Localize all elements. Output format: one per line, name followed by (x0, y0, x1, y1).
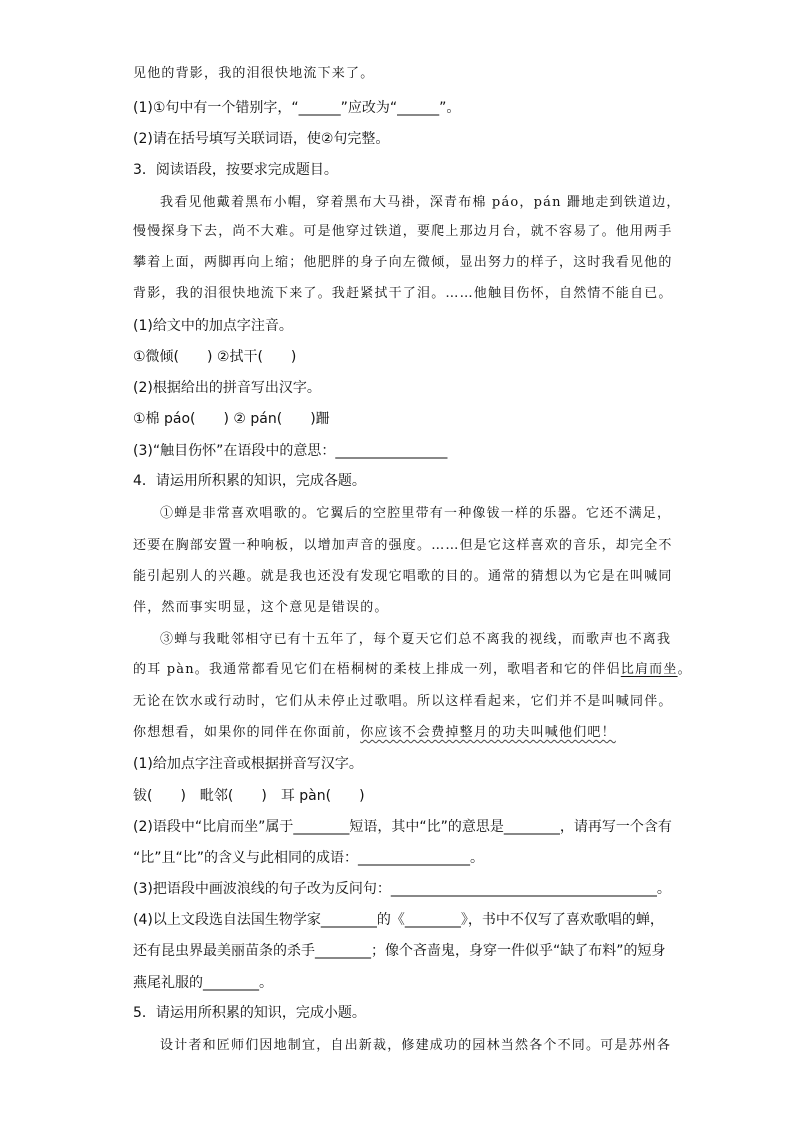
passage-line (133, 723, 616, 743)
passage-line: ①蝉是非常喜欢唱歌的。它翼后的空腔里带有一种像钹一样的乐器。它还不满足， (160, 506, 672, 521)
passage-line: 设计者和匠师们因地制宜，自出新裁，修建成功的园林当然各个不同。可是苏州各 (160, 1038, 672, 1053)
wavy-underlined-sentence: 你应该不会费掉整月的功夫叫喊他们吧！ (360, 725, 616, 740)
passage-line: 见他的背影，我的泪很快地流下来了。 (133, 66, 375, 81)
question-line: (2)语段中“比肩而坐”属于________短语，其中“比”的意思是________，请再写一个含有 (133, 819, 672, 835)
passage-line: 能引起别人的兴趣。就是我也还没有发现它唱歌的目的。通常的猜想以为它是在叫喊同 (133, 569, 673, 584)
question-line: (4)以上文段选自法国生物学家________的《________》，书中不仅写了喜欢歌唱的蝉， (133, 912, 664, 928)
question-line: (1)①句中有一个错别字，“______”应改为“______”。 (133, 100, 461, 116)
passage-text: 你想想看，如果你的同伴在你面前， (133, 725, 361, 740)
passage-line: ③蝉与我毗邻相守已有十五年了，每个夏天它们总不离我的视线，而歌声也不离我 (160, 632, 672, 647)
question-line: (2)根据给出的拼音写出汉字。 (133, 380, 321, 396)
question-line: (1)给文中的加点字注音。 (133, 318, 293, 334)
section-heading: 5．请运用所积累的知识，完成小题。 (133, 1005, 366, 1021)
section-heading: 4．请运用所积累的知识，完成各题。 (133, 473, 366, 489)
passage-line: 背影，我的泪很快地流下来了。我赶紧拭干了泪。……他触目伤怀，自然情不能自已。 (133, 286, 673, 301)
passage-line (133, 660, 692, 680)
question-line: (1)给加点字注音或根据拼音写汉字。 (133, 756, 363, 772)
underlined-phrase: 比肩而坐 (620, 662, 678, 677)
passage-line: 伴，然而事实明显，这个意见是错误的。 (133, 600, 389, 615)
passage-line: 我看见他戴着黑布小帽，穿着黑布大马褂，深青布棉 páo，pán 跚地走到铁道边， (160, 195, 681, 210)
passage-line: 攀着上面，两脚再向上缩；他肥胖的身子向左微倾，显出努力的样子，这时我看见他的 (133, 255, 673, 270)
passage-line: 慢慢探身下去，尚不大难。可是他穿过铁道，要爬上那边月台，就不容易了。他用两手 (133, 224, 673, 239)
question-line: ①微倾( ) ②拭干( ) (133, 349, 297, 365)
question-line: ①棉 páo( ) ② pán( )跚 (133, 411, 330, 427)
question-line: 钹( ) 毗邻( ) 耳 pàn( ) (133, 788, 365, 804)
passage-text: 的耳 pàn。我通常都看见它们在梧桐树的柔枝上排成一列，歌唱者和它的伴侣 (133, 662, 621, 677)
question-line: (3)把语段中画波浪线的句子改为反问句：______________________________________。 (133, 881, 671, 897)
passage-line: 无论在饮水或行动时，它们从未停止过歌唱。所以这样看起来，它们并不是叫喊同伴。 (133, 694, 673, 709)
passage-text: 。 (677, 662, 692, 677)
question-line: (3)“触目伤怀”在语段中的意思：________________ (133, 443, 448, 459)
question-line: 还有昆虫界最美丽苗条的杀手________；像个吝啬鬼，身穿一件似乎“缺了布料”的短身 (133, 943, 666, 959)
section-heading: 3．阅读语段，按要求完成题目。 (133, 162, 338, 178)
passage-line: 还要在胸部安置一种响板，以增加声音的强度。……但是它这样喜欢的音乐，却完全不 (133, 538, 673, 553)
question-line: (2)请在括号填写关联词语，使②句完整。 (133, 131, 390, 147)
question-line: “比”且“比”的含义与此相同的成语：________________。 (133, 850, 485, 866)
question-line: 燕尾礼服的________。 (133, 975, 273, 991)
